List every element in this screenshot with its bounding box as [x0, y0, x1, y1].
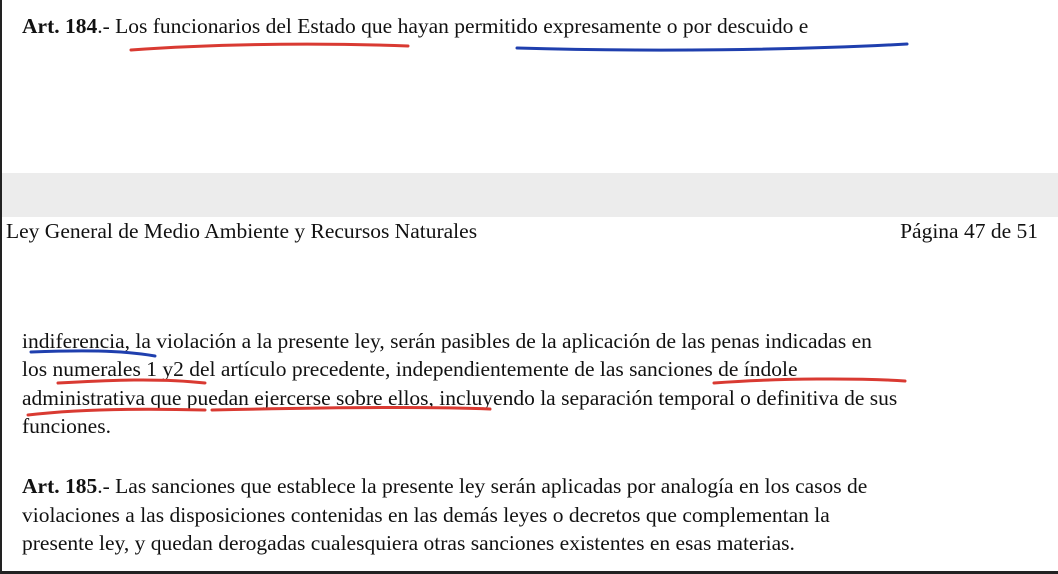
article-184-label: Art. 184 — [22, 14, 98, 38]
red-underline-los-funcionarios-del-estado — [131, 44, 408, 50]
article-184-cont-line-3: administrativa que puedan ejercerse sobre ellos, incluyendo la separación temporal o definitiva de sus — [22, 386, 898, 410]
article-185-line-3: presente ley, y quedan derogadas cualesquiera otras sanciones existentes en esas materias. — [22, 531, 795, 555]
article-184-cont-line-2: los numerales 1 y2 del artículo precedente, independientemente de las sanciones de índole — [22, 357, 798, 381]
article-184-cont-line-4: funciones. — [22, 414, 111, 438]
article-184-line-1 — [22, 13, 808, 39]
page-left-border — [0, 0, 2, 574]
article-184-cont-line-1: indiferencia, la violación a la presente ley, serán pasibles de la aplicación de las penas indicadas en — [22, 329, 872, 353]
article-185-line-1 — [22, 473, 867, 499]
article-185-label: Art. 185 — [22, 474, 98, 498]
article-184-text: .- Los funcionarios del Estado que hayan permitido expresamente o por descuido e — [97, 14, 809, 38]
blue-underline-permitido-expresamente — [517, 44, 907, 50]
article-185-text: .- Las sanciones que establece la presente ley serán aplicadas por analogía en los casos de — [97, 474, 868, 498]
page-break-band — [0, 173, 1058, 217]
article-185-line-2: violaciones a las disposiciones contenidas en las demás leyes o decretos que complementan la — [22, 503, 830, 527]
footer-page-indicator: Página 47 de 51 — [900, 219, 1038, 243]
footer-document-title: Ley General de Medio Ambiente y Recursos Naturales — [6, 219, 478, 243]
